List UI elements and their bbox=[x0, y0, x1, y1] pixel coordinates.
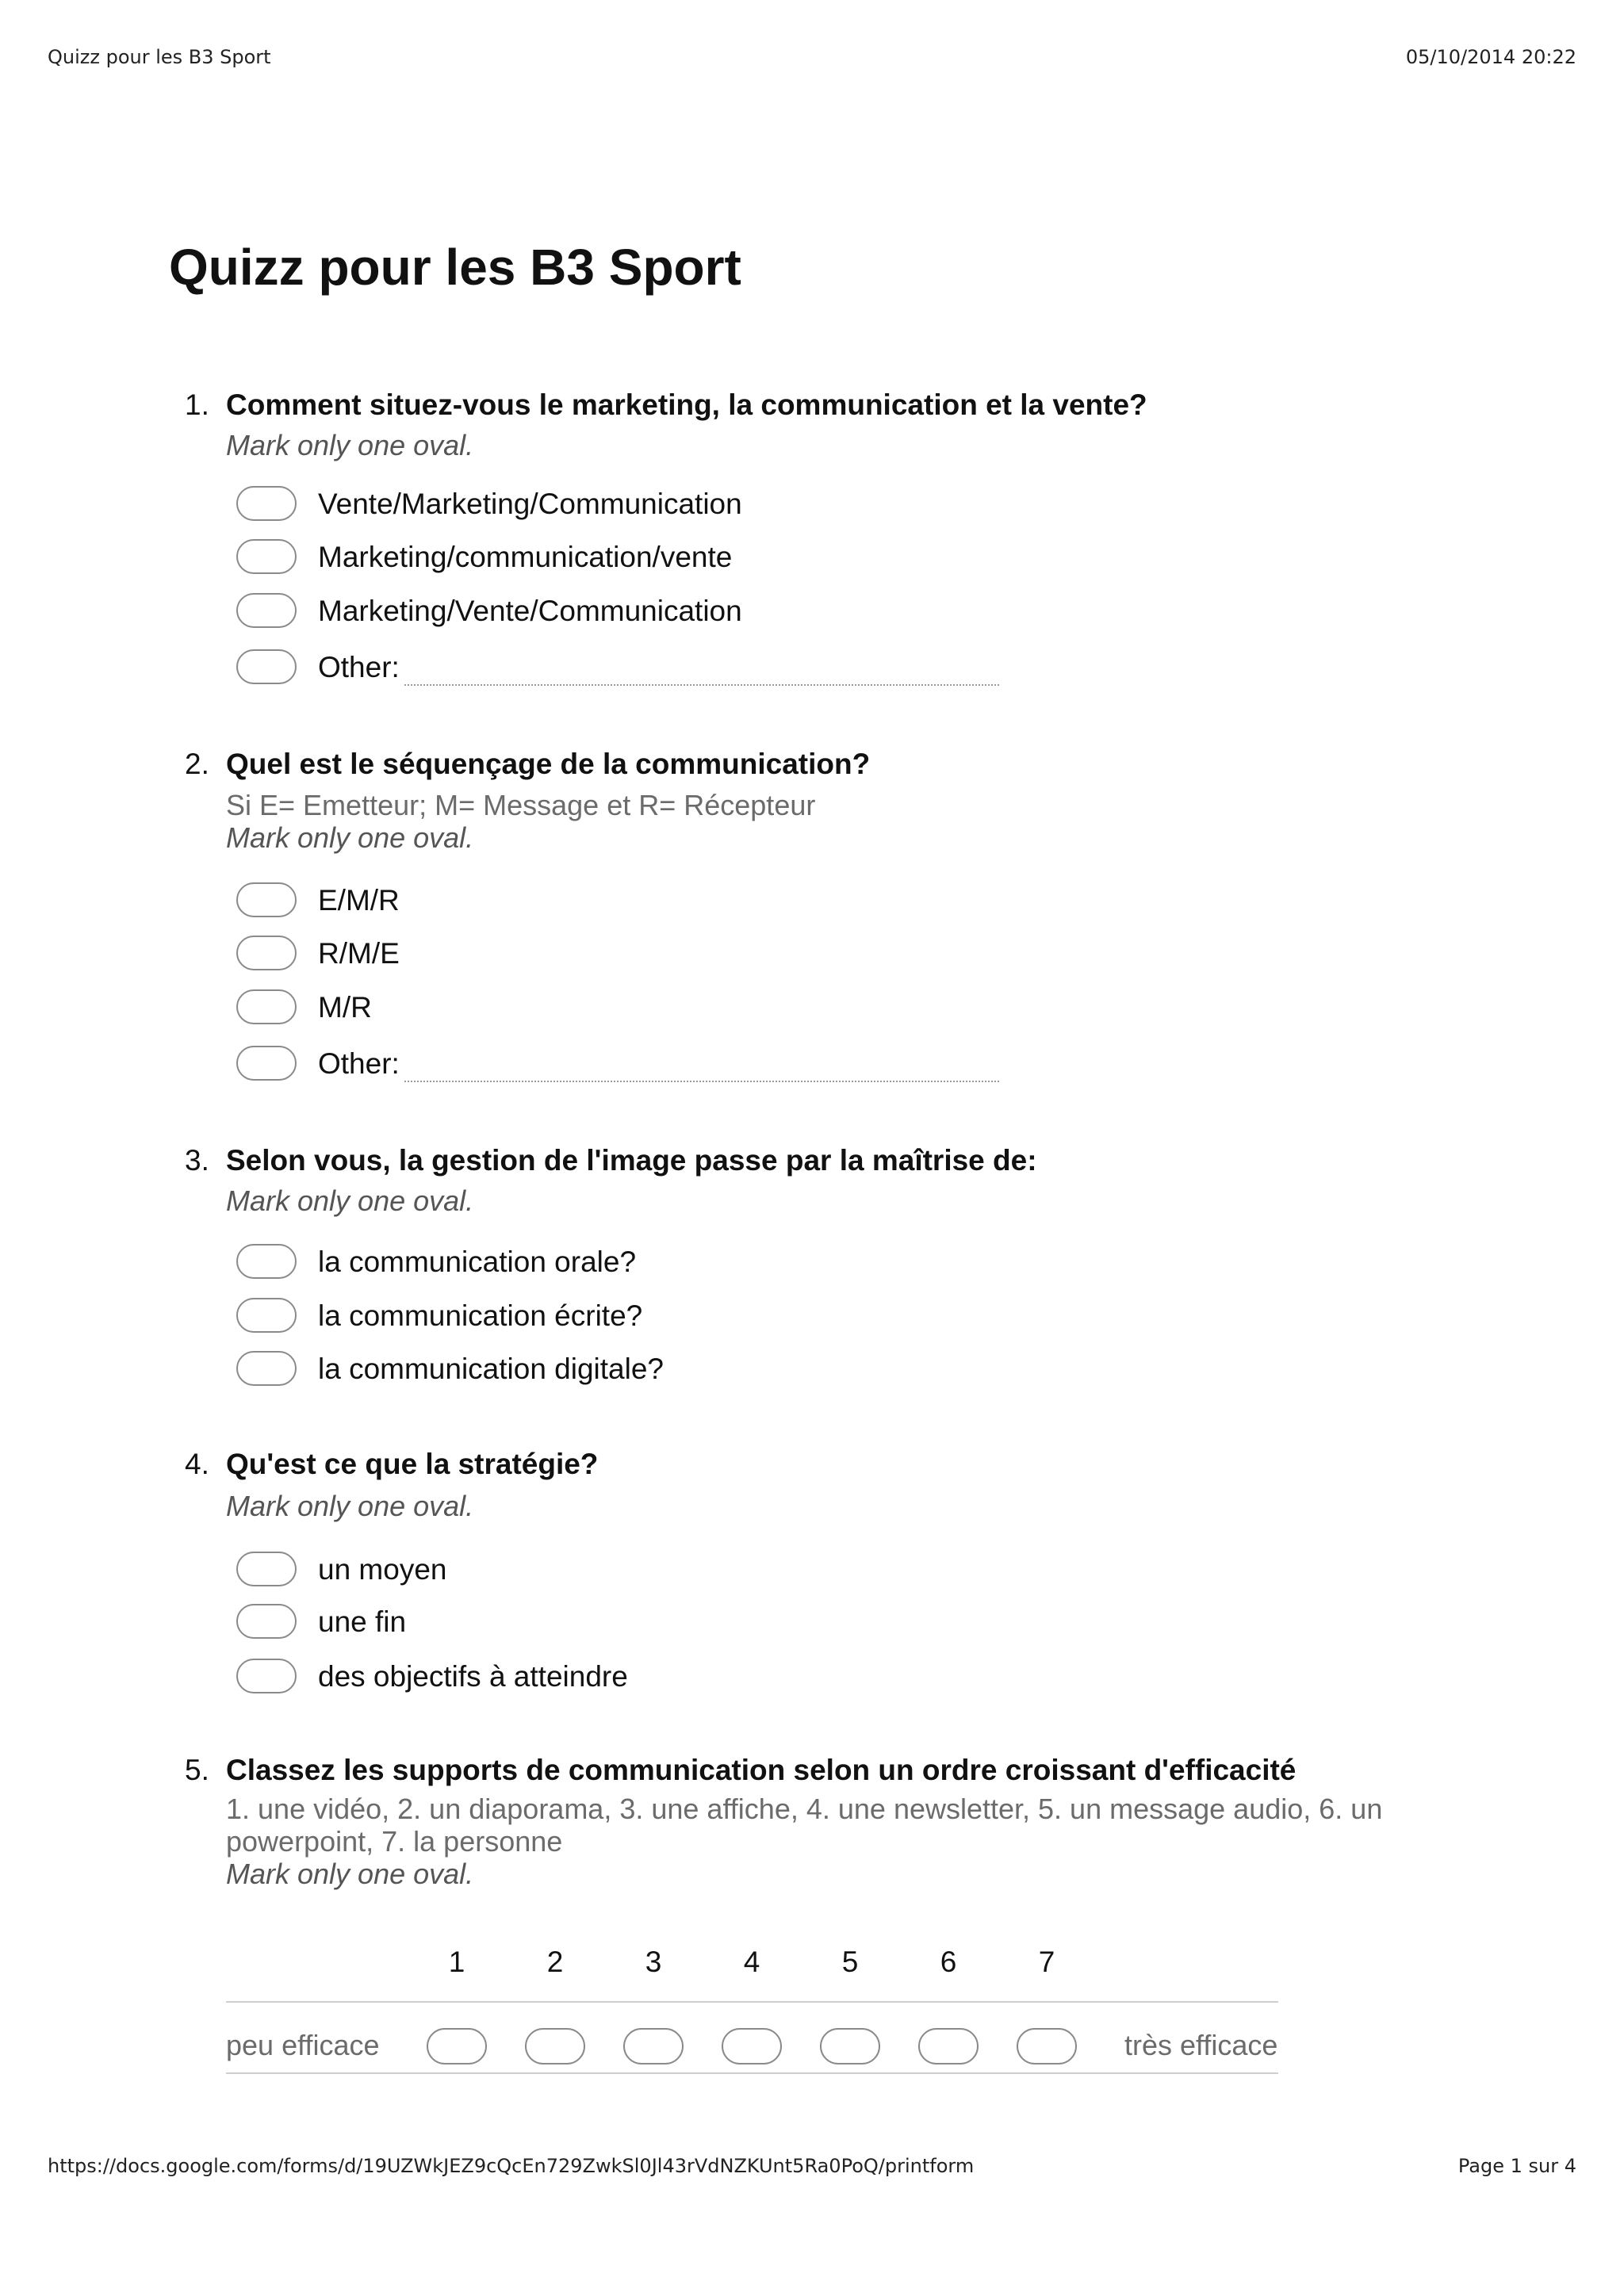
other-text-input[interactable] bbox=[404, 1081, 999, 1082]
scale-oval-1[interactable] bbox=[427, 2028, 487, 2064]
question-number: 4. bbox=[185, 1448, 209, 1480]
option-label: Marketing/Vente/Communication bbox=[318, 595, 742, 627]
option-label: la communication écrite? bbox=[318, 1299, 643, 1332]
question-title: Qu'est ce que la stratégie? bbox=[226, 1448, 599, 1480]
scale-divider-bottom bbox=[226, 2072, 1278, 2074]
scale-number: 2 bbox=[546, 1946, 564, 1978]
scale-oval-3[interactable] bbox=[623, 2028, 684, 2064]
radio-oval[interactable] bbox=[236, 1604, 297, 1639]
option-label: Marketing/communication/vente bbox=[318, 541, 733, 573]
scale-number: 6 bbox=[940, 1946, 957, 1978]
question-help-text: 1. une vidéo, 2. un diaporama, 3. une affiche, 4. une newsletter, 5. un message audio, 6. un powerpoint, 7. la personne bbox=[226, 1793, 1383, 1858]
print-footer-url: https://docs.google.com/forms/d/19UZWkJEZ9cQcEn729ZwkSl0Jl43rVdNZKUnt5Ra0PoQ/printform bbox=[48, 2155, 975, 2177]
option-label: un moyen bbox=[318, 1553, 447, 1586]
option-label: une fin bbox=[318, 1605, 407, 1638]
option-label: M/R bbox=[318, 991, 372, 1024]
radio-oval[interactable] bbox=[236, 486, 297, 521]
scale-oval-6[interactable] bbox=[918, 2028, 979, 2064]
option-label: la communication orale? bbox=[318, 1246, 637, 1278]
question-instruction: Mark only one oval. bbox=[226, 1184, 474, 1217]
question-title: Quel est le séquençage de la communication? bbox=[226, 748, 871, 780]
option-label: E/M/R bbox=[318, 884, 400, 916]
scale-oval-7[interactable] bbox=[1017, 2028, 1077, 2064]
radio-oval[interactable] bbox=[236, 1298, 297, 1333]
question-instruction: Mark only one oval. bbox=[226, 1858, 474, 1890]
print-header bbox=[48, 46, 1576, 68]
option-label: la communication digitale? bbox=[318, 1353, 665, 1385]
scale-divider-top bbox=[226, 2001, 1278, 2003]
question-instruction: Mark only one oval. bbox=[226, 1490, 474, 1522]
question-title: Classez les supports de communication selon un ordre croissant d'efficacité bbox=[226, 1754, 1297, 1786]
radio-oval[interactable] bbox=[236, 593, 297, 628]
scale-oval-4[interactable] bbox=[722, 2028, 782, 2064]
scale-high-label: très efficace bbox=[1124, 2029, 1278, 2061]
radio-oval[interactable] bbox=[236, 1046, 297, 1081]
scale-number: 1 bbox=[448, 1946, 465, 1978]
scale-oval-2[interactable] bbox=[525, 2028, 585, 2064]
option-label: Vente/Marketing/Communication bbox=[318, 488, 742, 520]
radio-oval[interactable] bbox=[236, 539, 297, 574]
linear-scale bbox=[0, 1946, 1624, 2080]
scale-number: 3 bbox=[645, 1946, 662, 1978]
option-label: des objectifs à atteindre bbox=[318, 1660, 628, 1693]
radio-oval[interactable] bbox=[236, 989, 297, 1024]
question-number: 5. bbox=[185, 1754, 209, 1786]
print-header-title: Quizz pour les B3 Sport bbox=[48, 46, 271, 68]
other-text-input[interactable] bbox=[404, 684, 999, 686]
question-instruction: Mark only one oval. bbox=[226, 821, 474, 854]
form-title: Quizz pour les B3 Sport bbox=[169, 239, 741, 296]
question-title: Selon vous, la gestion de l'image passe par la maîtrise de: bbox=[226, 1144, 1037, 1177]
question-number: 1. bbox=[185, 388, 209, 421]
radio-oval[interactable] bbox=[236, 1552, 297, 1586]
scale-number: 4 bbox=[743, 1946, 760, 1978]
radio-oval[interactable] bbox=[236, 936, 297, 970]
question-instruction: Mark only one oval. bbox=[226, 429, 474, 461]
radio-oval[interactable] bbox=[236, 1659, 297, 1693]
radio-oval[interactable] bbox=[236, 882, 297, 917]
question-number: 2. bbox=[185, 748, 209, 780]
radio-oval[interactable] bbox=[236, 1244, 297, 1279]
print-header-datetime: 05/10/2014 20:22 bbox=[1405, 46, 1576, 68]
option-label: R/M/E bbox=[318, 937, 400, 970]
scale-number: 5 bbox=[841, 1946, 859, 1978]
question-help-text: Si E= Emetteur; M= Message et R= Récepteur bbox=[226, 789, 816, 821]
print-footer bbox=[48, 2155, 1576, 2177]
option-label: Other: bbox=[318, 651, 400, 683]
scale-oval-5[interactable] bbox=[820, 2028, 880, 2064]
radio-oval[interactable] bbox=[236, 1351, 297, 1386]
radio-oval[interactable] bbox=[236, 649, 297, 684]
scale-low-label: peu efficace bbox=[226, 2029, 380, 2061]
question-number: 3. bbox=[185, 1144, 209, 1177]
option-label: Other: bbox=[318, 1047, 400, 1080]
scale-number: 7 bbox=[1038, 1946, 1055, 1978]
question-title: Comment situez-vous le marketing, la communication et la vente? bbox=[226, 388, 1147, 421]
print-footer-page: Page 1 sur 4 bbox=[1457, 2155, 1576, 2177]
